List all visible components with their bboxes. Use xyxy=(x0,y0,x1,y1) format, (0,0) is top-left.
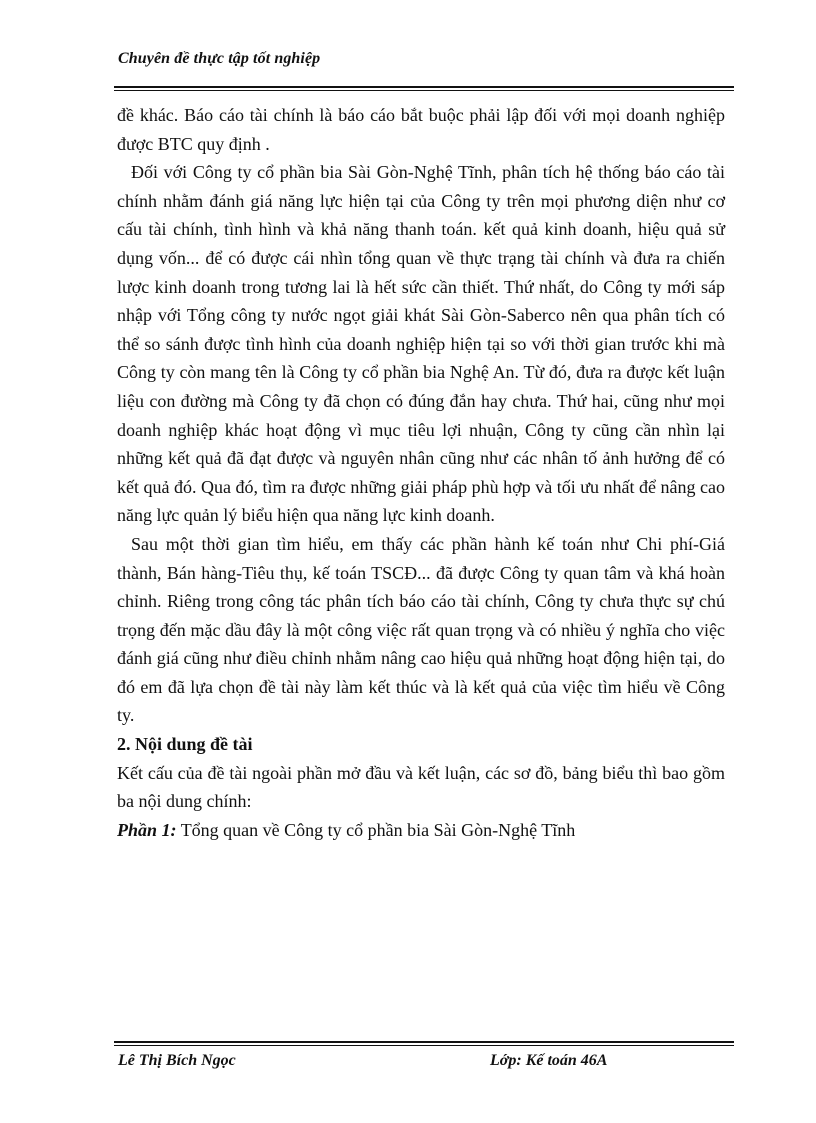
footer-author: Lê Thị Bích Ngọc xyxy=(118,1052,236,1069)
paragraph-3: Sau một thời gian tìm hiểu, em thấy các phần hành kế toán như Chi phí-Giá thành, Bán hàng-Tiêu thụ, kế toán TSCĐ... đã được Công ty quan tâm và khá hoàn chỉnh. Riêng trong công tác phân tích báo cáo tài chính, Công ty chưa thực sự chú trọng đến mặc dầu đây là một công việc rất quan trọng và có nhiều ý nghĩa cho việc đánh giá cũng như điều chỉnh nhằm nâng cao hiệu quả những hoạt động hiện tại, do đó em đã lựa chọn đề tài này làm kết thúc và là kết quả của việc tìm hiểu về Công ty. xyxy=(117,533,725,726)
footer-class: Lớp: Kế toán 46A xyxy=(490,1052,608,1069)
section-heading: 2. Nội dung đề tài xyxy=(117,734,253,755)
page-header-title: Chuyên đề thực tập tốt nghiệp xyxy=(118,50,321,67)
part-1-text: Tổng quan về Công ty cổ phần bia Sài Gòn-Nghệ Tĩnh xyxy=(176,819,576,840)
footer-divider xyxy=(114,1041,734,1046)
part-1-line xyxy=(117,816,725,845)
document-body xyxy=(117,101,725,844)
paragraph-4: Kết cấu của đề tài ngoài phần mở đầu và kết luận, các sơ đồ, bảng biểu thì bao gồm ba nội dung chính: xyxy=(117,762,725,812)
paragraph-2: Đối với Công ty cổ phần bia Sài Gòn-Nghệ Tĩnh, phân tích hệ thống báo cáo tài chính nhằm đánh giá năng lực hiện tại của Công ty trên mọi phương diện như cơ cấu tài chính, tình hình và khả năng thanh toán. kết quả kinh doanh, hiệu quả sử dụng vốn... để có được cái nhìn tổng quan về thực trạng tài chính và đưa ra chiến lược kinh doanh trong tương lai là hết sức cần thiết. Thứ nhất, do Công ty mới sáp nhập với Tổng công ty nước ngọt giải khát Sài Gòn-Saberco nên qua phân tích có thể so sánh được tình hình của doanh nghiệp hiện tại so với thời gian trước khi mà Công ty còn mang tên là Công ty cổ phần bia Nghệ An. Từ đó, đưa ra được kết luận liệu con đường mà Công ty đã chọn có đúng đắn hay chưa. Thứ hai, cũng như mọi doanh nghiệp khác hoạt động vì mục tiêu lợi nhuận, Công ty cũng cần nhìn lại những kết quả đã đạt được và nguyên nhân cũng như các nhân tố ảnh hưởng để có kết quả đó. Qua đó, tìm ra được những giải pháp phù hợp và tối ưu nhất để nâng cao năng lực quản lý biểu hiện qua năng lực kinh doanh. xyxy=(117,162,725,526)
part-1-label: Phần 1: xyxy=(117,819,177,840)
header-divider xyxy=(114,86,734,91)
paragraph-1: đề khác. Báo cáo tài chính là báo cáo bắt buộc phải lập đối với mọi doanh nghiệp được BTC quy định . xyxy=(117,105,725,154)
